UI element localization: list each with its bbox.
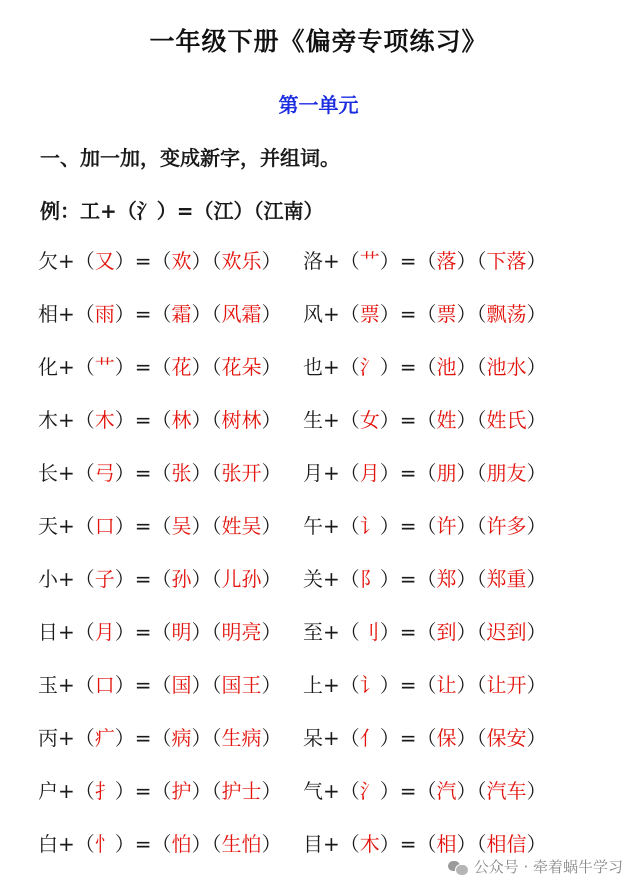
base-char: 户: [38, 779, 58, 803]
section-heading: 一、加一加，变成新字，并组词。: [40, 146, 340, 170]
equation-left: [38, 510, 282, 539]
bracket-close: ）: [526, 355, 547, 379]
equation-right: [303, 563, 547, 592]
exercise-row: [0, 245, 637, 281]
equation-right: [303, 510, 547, 539]
char-answer: 霜: [171, 302, 192, 326]
bracket: ）（: [456, 408, 487, 432]
bracket-close: ）: [526, 567, 547, 591]
char-answer: 朋: [436, 461, 457, 485]
word-answer: 保安: [486, 726, 527, 750]
char-answer: 护: [171, 779, 192, 803]
unit-heading: 第一单元: [278, 93, 359, 117]
plus-sign: +（: [323, 620, 360, 644]
bracket-close: ）: [526, 461, 547, 485]
base-char: 气: [303, 779, 323, 803]
bracket: ）（: [191, 832, 222, 856]
bracket-close: ）: [526, 620, 547, 644]
bracket-close: ）: [261, 302, 282, 326]
equation-left: [38, 457, 282, 486]
plus-sign: +（: [58, 620, 95, 644]
base-char: 至: [303, 620, 323, 644]
equals-sign: ）=（: [379, 832, 437, 856]
word-answer: 生怕: [221, 832, 262, 856]
plus-sign: +（: [58, 673, 95, 697]
watermark: [448, 856, 623, 877]
base-char: 午: [303, 514, 323, 538]
char-answer: 相: [436, 832, 457, 856]
char-answer: 郑: [436, 567, 457, 591]
char-answer: 欢: [171, 249, 192, 273]
bracket-close: ）: [526, 514, 547, 538]
page-title: 一年级下册《偏旁专项练习》: [149, 27, 488, 56]
radical-answer: 艹: [359, 249, 380, 273]
base-char: 玉: [38, 673, 58, 697]
equals-sign: ）=（: [114, 779, 172, 803]
exercise-row: [0, 510, 637, 546]
equation-right: [303, 828, 547, 857]
bracket: ）（: [456, 567, 487, 591]
bracket: ）（: [191, 302, 222, 326]
bracket: ）（: [191, 726, 222, 750]
equation-right: [303, 404, 547, 433]
word-answer: 风霜: [221, 302, 262, 326]
plus-sign: +（: [323, 408, 360, 432]
plus-sign: +（: [323, 514, 360, 538]
bracket: ）（: [456, 673, 487, 697]
word-answer: 国王: [221, 673, 262, 697]
equals-sign: ）=（: [114, 514, 172, 538]
equation-right: [303, 298, 547, 327]
exercise-row: [0, 669, 637, 705]
bracket-close: ）: [526, 302, 547, 326]
char-answer: 到: [436, 620, 457, 644]
radical-answer: 讠: [359, 514, 380, 538]
radical-answer: 月: [359, 461, 380, 485]
equals-sign: ）=（: [114, 567, 172, 591]
equation-left: [38, 828, 282, 857]
word-answer: 汽车: [486, 779, 527, 803]
radical-answer: 口: [94, 514, 115, 538]
word-answer: 欢乐: [221, 249, 262, 273]
equation-right: [303, 616, 547, 645]
bracket-close: ）: [261, 726, 282, 750]
bracket: ）（: [456, 461, 487, 485]
word-answer: 花朵: [221, 355, 262, 379]
radical-answer: 木: [359, 832, 380, 856]
base-char: 目: [303, 832, 323, 856]
bracket: ）（: [456, 249, 487, 273]
bracket-close: ）: [261, 779, 282, 803]
equals-sign: ）=（: [379, 673, 437, 697]
radical-answer: 女: [359, 408, 380, 432]
base-char: 长: [38, 461, 58, 485]
char-answer: 怕: [171, 832, 192, 856]
radical-answer: 忄: [94, 832, 115, 856]
equation-right: [303, 669, 547, 698]
base-char: 丙: [38, 726, 58, 750]
example-line: 例：工+（氵）=（江）（江南）: [40, 199, 324, 223]
equation-left: [38, 563, 282, 592]
equals-sign: ）=（: [379, 514, 437, 538]
base-char: 相: [38, 302, 58, 326]
bracket: ）（: [191, 408, 222, 432]
equals-sign: ）=（: [379, 620, 437, 644]
plus-sign: +（: [58, 726, 95, 750]
bracket: ）（: [191, 620, 222, 644]
word-answer: 树林: [221, 408, 262, 432]
char-answer: 池: [436, 355, 457, 379]
char-answer: 孙: [171, 567, 192, 591]
bracket-close: ）: [526, 779, 547, 803]
word-answer: 下落: [486, 249, 527, 273]
radical-answer: 木: [94, 408, 115, 432]
word-answer: 许多: [486, 514, 527, 538]
word-answer: 飘荡: [486, 302, 527, 326]
word-answer: 生病: [221, 726, 262, 750]
exercise-row: [0, 616, 637, 652]
bracket: ）（: [456, 832, 487, 856]
exercise-row: [0, 722, 637, 758]
bracket: ）（: [456, 355, 487, 379]
bracket-close: ）: [526, 408, 547, 432]
bracket: ）（: [456, 514, 487, 538]
plus-sign: +（: [323, 249, 360, 273]
base-char: 上: [303, 673, 323, 697]
equals-sign: ）=（: [379, 249, 437, 273]
char-answer: 落: [436, 249, 457, 273]
char-answer: 张: [171, 461, 192, 485]
plus-sign: +（: [58, 832, 95, 856]
radical-answer: 扌: [94, 779, 115, 803]
radical-answer: 弓: [94, 461, 115, 485]
equation-left: [38, 669, 282, 698]
wechat-icon: [448, 859, 468, 875]
word-answer: 让开: [486, 673, 527, 697]
plus-sign: +（: [58, 461, 95, 485]
word-answer: 明亮: [221, 620, 262, 644]
base-char: 小: [38, 567, 58, 591]
equals-sign: ）=（: [114, 249, 172, 273]
equation-right: [303, 775, 547, 804]
plus-sign: +（: [323, 779, 360, 803]
equals-sign: ）=（: [379, 461, 437, 485]
word-answer: 迟到: [486, 620, 527, 644]
word-answer: 相信: [486, 832, 527, 856]
bracket-close: ）: [526, 673, 547, 697]
base-char: 白: [38, 832, 58, 856]
bracket-close: ）: [261, 249, 282, 273]
plus-sign: +（: [58, 249, 95, 273]
bracket: ）（: [191, 461, 222, 485]
exercise-row: [0, 775, 637, 811]
plus-sign: +（: [323, 461, 360, 485]
bracket-close: ）: [261, 673, 282, 697]
equals-sign: ）=（: [114, 832, 172, 856]
char-answer: 汽: [436, 779, 457, 803]
equation-left: [38, 775, 282, 804]
radical-answer: 亻: [359, 726, 380, 750]
equation-left: [38, 298, 282, 327]
plus-sign: +（: [323, 355, 360, 379]
word-answer: 护士: [221, 779, 262, 803]
base-char: 也: [303, 355, 323, 379]
equation-left: [38, 245, 282, 274]
bracket: ）（: [456, 726, 487, 750]
plus-sign: +（: [58, 302, 95, 326]
exercise-row: [0, 351, 637, 387]
bracket: ）（: [191, 673, 222, 697]
word-answer: 儿孙: [221, 567, 262, 591]
plus-sign: +（: [58, 567, 95, 591]
equals-sign: ）=（: [379, 408, 437, 432]
bracket: ）（: [456, 779, 487, 803]
exercise-row: [0, 404, 637, 440]
exercise-row: [0, 563, 637, 599]
base-char: 风: [303, 302, 323, 326]
equals-sign: ）=（: [114, 461, 172, 485]
watermark-text: 公众号 · 牵着蜗牛学习: [473, 858, 623, 876]
base-char: 洛: [303, 249, 323, 273]
plus-sign: +（: [323, 832, 360, 856]
equals-sign: ）=（: [379, 302, 437, 326]
base-char: 生: [303, 408, 323, 432]
bracket: ）（: [456, 302, 487, 326]
bracket-close: ）: [261, 514, 282, 538]
bracket-close: ）: [261, 832, 282, 856]
char-answer: 国: [171, 673, 192, 697]
plus-sign: +（: [58, 408, 95, 432]
plus-sign: +（: [323, 302, 360, 326]
bracket: ）（: [191, 779, 222, 803]
char-answer: 保: [436, 726, 457, 750]
equation-left: [38, 616, 282, 645]
equals-sign: ）=（: [114, 726, 172, 750]
equals-sign: ）=（: [379, 567, 437, 591]
equation-right: [303, 722, 547, 751]
char-answer: 姓: [436, 408, 457, 432]
exercise-row: [0, 457, 637, 493]
equals-sign: ）=（: [114, 620, 172, 644]
base-char: 天: [38, 514, 58, 538]
radical-answer: 氵: [359, 355, 380, 379]
plus-sign: +（: [323, 673, 360, 697]
radical-answer: 阝: [359, 567, 380, 591]
radical-answer: 刂: [359, 620, 380, 644]
char-answer: 病: [171, 726, 192, 750]
word-answer: 郑重: [486, 567, 527, 591]
plus-sign: +（: [323, 567, 360, 591]
radical-answer: 疒: [94, 726, 115, 750]
char-answer: 林: [171, 408, 192, 432]
char-answer: 花: [171, 355, 192, 379]
radical-answer: 艹: [94, 355, 115, 379]
radical-answer: 口: [94, 673, 115, 697]
equals-sign: ）=（: [379, 355, 437, 379]
radical-answer: 雨: [94, 302, 115, 326]
word-answer: 姓吴: [221, 514, 262, 538]
bracket: ）（: [191, 355, 222, 379]
equals-sign: ）=（: [114, 673, 172, 697]
radical-answer: 氵: [359, 779, 380, 803]
bracket: ）（: [191, 249, 222, 273]
char-answer: 票: [436, 302, 457, 326]
equals-sign: ）=（: [114, 355, 172, 379]
bracket-close: ）: [261, 408, 282, 432]
radical-answer: 月: [94, 620, 115, 644]
word-answer: 朋友: [486, 461, 527, 485]
equals-sign: ）=（: [114, 408, 172, 432]
radical-answer: 子: [94, 567, 115, 591]
word-answer: 池水: [486, 355, 527, 379]
base-char: 呆: [303, 726, 323, 750]
plus-sign: +（: [58, 514, 95, 538]
bracket-close: ）: [526, 249, 547, 273]
word-answer: 姓氏: [486, 408, 527, 432]
bracket: ）（: [191, 514, 222, 538]
equation-left: [38, 351, 282, 380]
bracket-close: ）: [526, 726, 547, 750]
bracket-close: ）: [261, 620, 282, 644]
equation-right: [303, 351, 547, 380]
char-answer: 吴: [171, 514, 192, 538]
base-char: 月: [303, 461, 323, 485]
char-answer: 让: [436, 673, 457, 697]
equation-left: [38, 722, 282, 751]
equation-left: [38, 404, 282, 433]
bracket-close: ）: [261, 567, 282, 591]
radical-answer: 又: [94, 249, 115, 273]
plus-sign: +（: [323, 726, 360, 750]
bracket-close: ）: [261, 461, 282, 485]
base-char: 日: [38, 620, 58, 644]
radical-answer: 票: [359, 302, 380, 326]
exercise-row: [0, 298, 637, 334]
base-char: 化: [38, 355, 58, 379]
char-answer: 许: [436, 514, 457, 538]
equals-sign: ）=（: [379, 726, 437, 750]
plus-sign: +（: [58, 355, 95, 379]
base-char: 木: [38, 408, 58, 432]
char-answer: 明: [171, 620, 192, 644]
radical-answer: 讠: [359, 673, 380, 697]
word-answer: 张开: [221, 461, 262, 485]
bracket: ）（: [456, 620, 487, 644]
base-char: 关: [303, 567, 323, 591]
equation-right: [303, 457, 547, 486]
equals-sign: ）=（: [379, 779, 437, 803]
bracket-close: ）: [526, 832, 547, 856]
base-char: 欠: [38, 249, 58, 273]
bracket: ）（: [191, 567, 222, 591]
equals-sign: ）=（: [114, 302, 172, 326]
bracket-close: ）: [261, 355, 282, 379]
equation-right: [303, 245, 547, 274]
plus-sign: +（: [58, 779, 95, 803]
